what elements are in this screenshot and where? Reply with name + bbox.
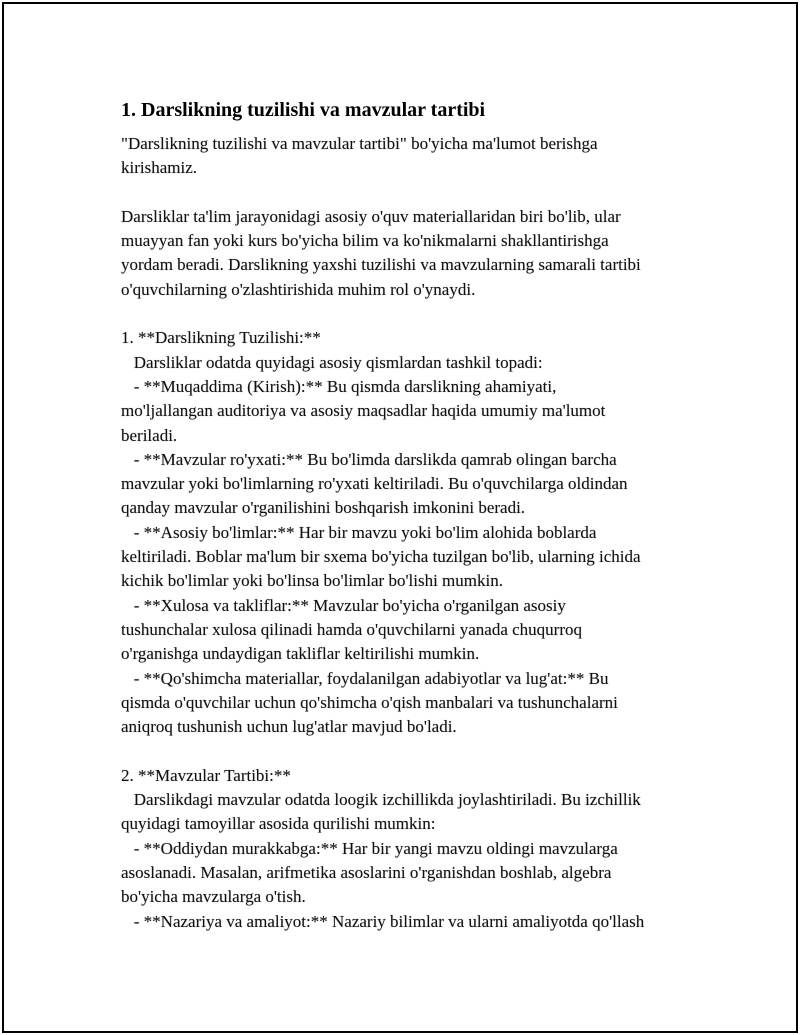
document-content (121, 96, 701, 934)
page-frame (2, 2, 798, 1033)
document-title: 1. Darslikning tuzilishi va mavzular tartibi (121, 99, 486, 121)
document-body-text: "Darslikning tuzilishi va mavzular tartibi" bo'yicha ma'lumot berishga kirishamiz. Darsliklar ta'lim jarayonidagi asosiy o'quv materiallaridan biri bo'lib, ular muayyan fan yoki kurs bo'yicha bilim va ko'nikmalarni shakllantirishga yordam beradi. Darslikning yaxshi tuzilishi va mavzularning samarali tartibi o'quvchilarning o'zlashtirishida muhim rol o'ynaydi. 1. **Darslikning Tuzilishi:** Darsliklar odatda quyidagi asosiy qismlardan tashkil topadi: - **Muqaddima (Kirish):** Bu qismda darslikning ahamiyati, mo'ljallangan auditoriya va asosiy maqsadlar haqida umumiy ma'lumot beriladi. - **Mavzular ro'yxati:** Bu bo'limda darslikda qamrab olingan barcha mavzular yoki bo'limlarning ro'yxati keltiriladi. Bu o'quvchilarga oldindan qanday mavzular o'rganilishini boshqarish imkonini beradi. - **Asosiy bo'limlar:** Har bir mavzu yoki bo'lim alohida boblarda keltiriladi. Boblar ma'lum bir sxema bo'yicha tuzilgan bo'lib, ularning ichida kichik bo'limlar yoki bo'linsa bo'limlar bo'lishi mumkin. - **Xulosa va takliflar:** Mavzular bo'yicha o'rganilgan asosiy tushunchalar xulosa qilinadi hamda o'quvchilarni yanada chuqurroq o'rganishga undaydigan takliflar keltirilishi mumkin. - **Qo'shimcha materiallar, foydalanilgan adabiyotlar va lug'at:** Bu qismda o'quvchilar uchun qo'shimcha o'qish manbalari va tushunchalarni aniqroq tushunish uchun lug'atlar mavjud bo'ladi. 2. **Mavzular Tartibi:** Darslikdagi mavzular odatda loogik izchillikda joylashtiriladi. Bu izchillik quyidagi tamoyillar asosida qurilishi mumkin: - **Oddiydan murakkabga:** Har bir yangi mavzu oldingi mavzularga asoslanadi. Masalan, arifmetika asoslarini o'rganishdan boshlab, algebra bo'yicha mavzularga o'tish. - **Nazariya va amaliyot:** Nazariy bilimlar va ularni amaliyotda qo'llash (121, 134, 645, 931)
